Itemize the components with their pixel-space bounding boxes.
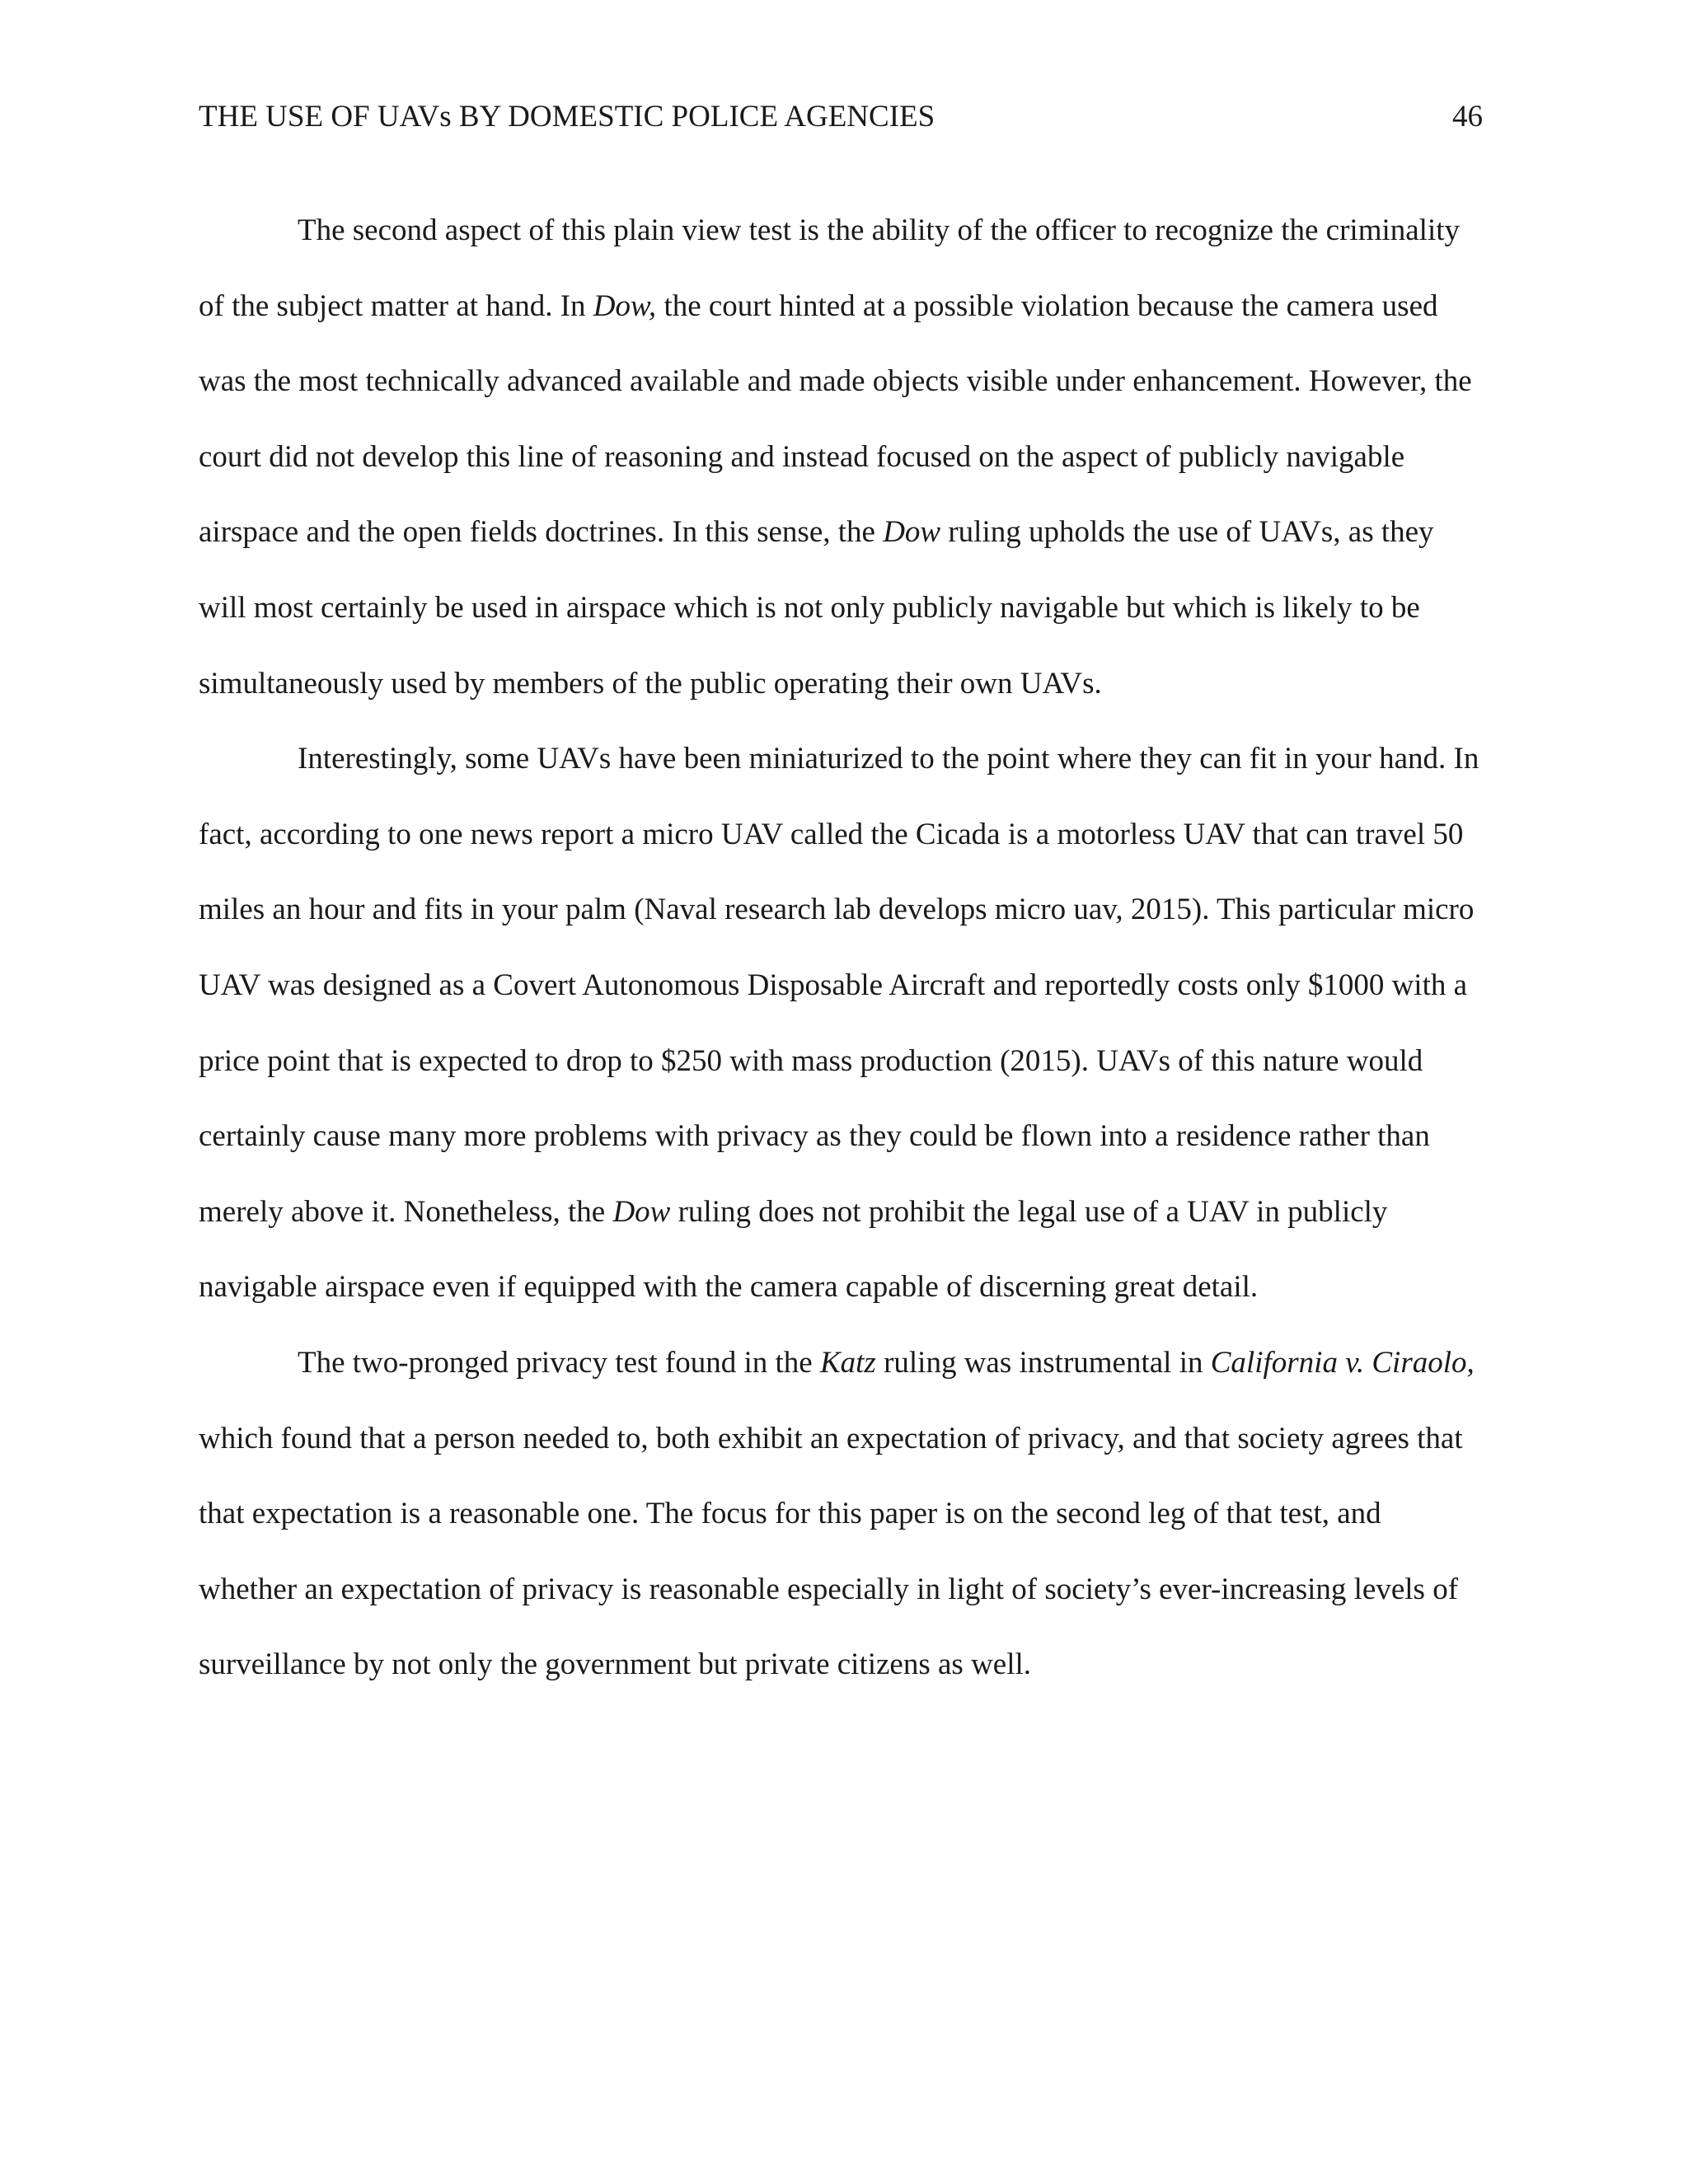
text-run: ruling does not prohibit the legal use of a UAV in publicly navigable airspace even if equipped with the camera capable of discerning great detail. [199,1194,1388,1305]
text-run: ruling was instrumental in [875,1345,1211,1380]
text-run: The second aspect of this plain view test is the ability of the officer to recognize the criminality of the subject matter at hand. In [199,213,1461,323]
paragraph [199,721,1483,1325]
paragraph [199,1325,1483,1703]
running-head-title: THE USE OF UAVs BY DOMESTIC POLICE AGENCIES [199,100,935,134]
case-name-italic: Dow, [593,288,657,323]
text-run: Interestingly, some UAVs have been miniaturized to the point where they can fit in your hand. In fact, according to one news report a micro UAV called the Cicada is a motorless UAV that can travel 50 miles an hour and fits in your palm (Naval research lab develops micro uav, 2015). This particular micro UAV was designed as a Covert Autonomous Disposable Aircraft and reportedly costs only $1000 with a price point that is expected to drop to $250 with mass production (2015). UAVs of this nature would certainly cause many more problems with privacy as they could be flown into a residence rather than merely above it. Nonetheless, the [199,742,1479,1229]
text-run: which found that a person needed to, both exhibit an expectation of privacy, and that society agrees that that expectation is a reasonable one. The focus for this paper is on the second leg of that test, and whether an expectation of privacy is reasonable especially in light of society’s ever-increasing levels of surveillance by not only the government but private citizens as well. [199,1421,1463,1682]
case-name-italic: Katz [819,1345,876,1380]
text-run: the court hinted at a possible violation because the camera used was the most technically advanced available and made objects visible under enhancement. However, the court did not develop this line of reasoning and instead focused on the aspect of publicly navigable airspace and the open fields doctrines. In this sense, the [199,288,1472,550]
case-name-italic: California v. Ciraolo, [1210,1345,1475,1380]
case-name-italic: Dow [612,1194,671,1229]
page-number: 46 [1452,100,1483,134]
case-name-italic: Dow [883,515,941,550]
running-head [199,97,1483,137]
text-run: The two-pronged privacy test found in the [298,1345,820,1380]
paragraph [199,193,1483,721]
body-text [199,193,1483,1703]
text-run: ruling upholds the use of UAVs, as they will most certainly be used in airspace which is not only publicly navigable but which is likely to be simultaneously used by members of the public operating their own UAVs. [199,515,1434,701]
